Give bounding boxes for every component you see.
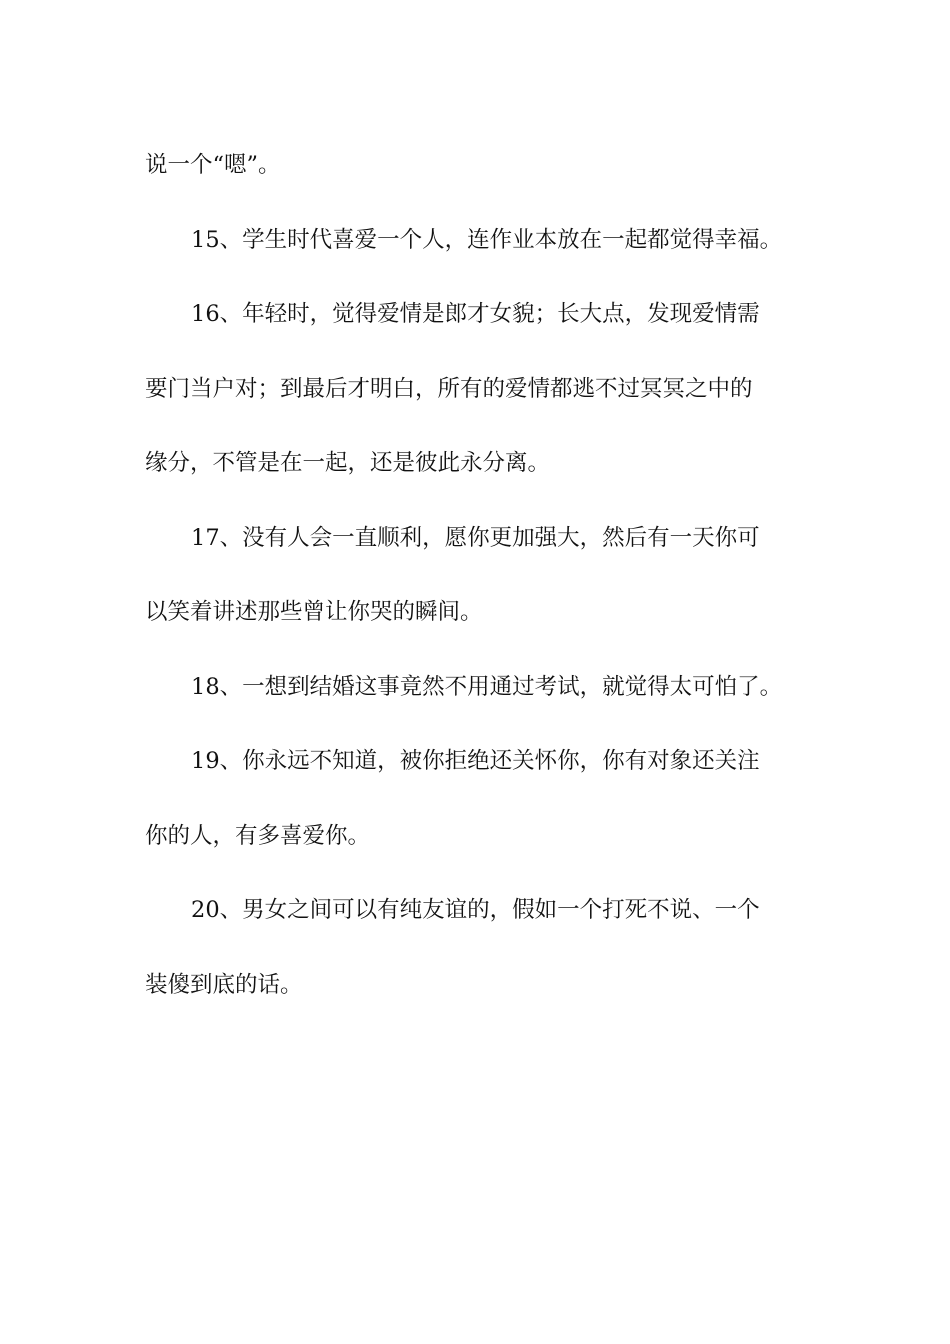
text-line-item-18: 18、一想到结婚这事竟然不用通过考试，就觉得太可怕了。 — [191, 673, 783, 700]
text-line-item-15: 15、学生时代喜爱一个人，连作业本放在一起都觉得幸福。 — [191, 226, 783, 253]
text-line-item-17-cont: 以笑着讲述那些曾让你哭的瞬间。 — [145, 599, 483, 625]
text-line-item-20: 20、男女之间可以有纯友谊的，假如一个打死不说、一个 — [191, 897, 760, 923]
text-line-continuation: 说一个“嗯”。 — [145, 152, 281, 178]
text-line-item-16-cont-1: 要门当户对；到最后才明白，所有的爱情都逃不过冥冥之中的 — [145, 375, 753, 402]
text-line-item-16-cont-2: 缘分，不管是在一起，还是彼此永分离。 — [145, 450, 551, 476]
text-line-item-19: 19、你永远不知道，被你拒绝还关怀你，你有对象还关注 — [191, 748, 760, 774]
text-line-item-20-cont: 装傻到底的话。 — [145, 971, 303, 998]
text-line-item-16: 16、年轻时，觉得爱情是郎才女貌；长大点，发现爱情需 — [191, 301, 760, 327]
text-line-item-17: 17、没有人会一直顺利，愿你更加强大，然后有一天你可 — [191, 524, 760, 551]
text-line-item-19-cont: 你的人，有多喜爱你。 — [145, 822, 371, 849]
document-body — [145, 128, 810, 1022]
